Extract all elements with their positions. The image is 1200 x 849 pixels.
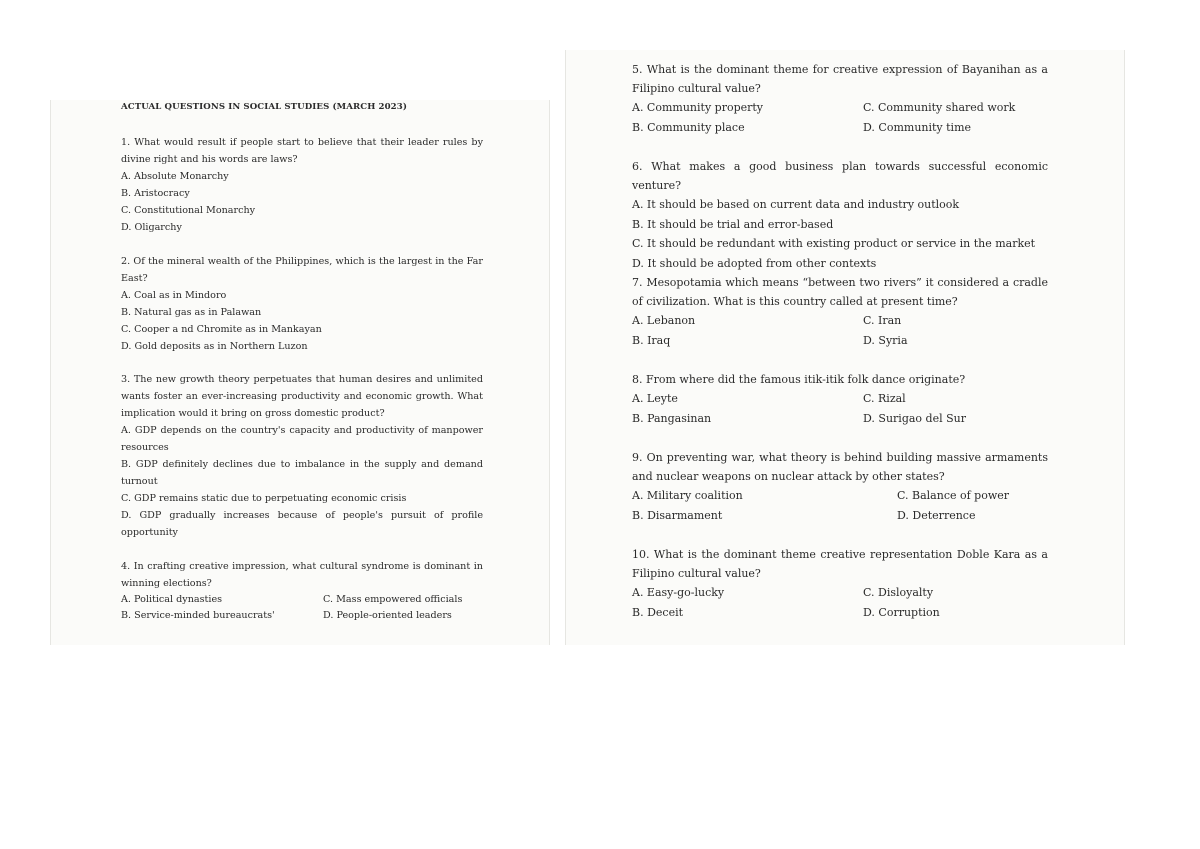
option-c: C. Balance of power — [897, 489, 1010, 502]
options-list — [632, 195, 1048, 273]
options-grid — [632, 486, 1048, 525]
question-2 — [121, 253, 483, 355]
question-text: 5. What is the dominant theme for creative expression of Bayanihan as a Filipino cultural value? — [632, 63, 1048, 95]
question-text: 1. What would result if people start to believe that their leader rules by divine right and his words are laws? — [121, 137, 483, 165]
option-a: A. Military coalition — [632, 489, 743, 502]
question-6 — [632, 157, 1048, 273]
option-c: C. Iran — [863, 314, 902, 327]
option-d: D. People-oriented leaders — [323, 610, 452, 621]
options-list — [121, 422, 483, 541]
options-grid — [632, 389, 1048, 428]
option-b: B. It should be trial and error-based — [632, 217, 834, 231]
option-d: D. Deterrence — [897, 508, 976, 522]
option-b: B. Community place — [632, 120, 745, 134]
options-grid — [121, 592, 483, 624]
option-b: B. GDP definitely declines due to imbalance in the supply and demand turnout — [121, 459, 483, 487]
option-b: B. Iraq — [632, 333, 671, 347]
question-text: 2. Of the mineral wealth of the Philippines, which is the largest in the Far East? — [121, 256, 483, 284]
question-text: 7. Mesopotamia which means “between two rivers” it considered a cradle of civilization. What is this country called at present time? — [632, 276, 1048, 308]
option-c: C. Mass empowered officials — [323, 594, 463, 605]
options-list — [121, 168, 483, 236]
left-page — [50, 100, 550, 645]
option-d: D. Oligarchy — [121, 222, 182, 233]
option-b: B. Disarmament — [632, 508, 723, 522]
option-b: B. Deceit — [632, 605, 684, 619]
option-b: B. Service-minded bureaucrats' — [121, 610, 275, 621]
option-d: D. GDP gradually increases because of people's pursuit of profile opportunity — [121, 510, 483, 538]
option-d: D. It should be adopted from other contexts — [632, 256, 877, 270]
question-3 — [121, 371, 483, 541]
option-b: B. Aristocracy — [121, 188, 190, 199]
question-10 — [632, 545, 1048, 622]
option-c: C. Constitutional Monarchy — [121, 205, 256, 216]
options-grid — [632, 98, 1048, 137]
question-7 — [632, 273, 1048, 350]
question-text: 10. What is the dominant theme creative representation Doble Kara as a Filipino cultural value? — [632, 548, 1048, 580]
option-a: A. Leyte — [632, 392, 678, 405]
option-c: C. Cooper a nd Chromite as in Mankayan — [121, 324, 322, 335]
options-grid — [632, 583, 1048, 622]
option-c: C. It should be redundant with existing product or service in the market — [632, 237, 1036, 250]
document-title: ACTUAL QUESTIONS IN SOCIAL STUDIES (MARCH 2023) — [121, 102, 407, 112]
question-4 — [121, 558, 483, 624]
question-text: 8. From where did the famous itik-itik folk dance originate? — [632, 373, 966, 386]
option-d: D. Corruption — [863, 605, 940, 619]
question-text: 6. What makes a good business plan towards successful economic venture? — [632, 160, 1048, 192]
option-b: B. Natural gas as in Palawan — [121, 307, 262, 318]
options-list — [121, 287, 483, 355]
option-a: A. Lebanon — [632, 314, 696, 327]
option-c: C. Disloyalty — [863, 586, 934, 599]
question-text: 4. In crafting creative impression, what cultural syndrome is dominant in winning elections? — [121, 561, 483, 589]
option-d: D. Surigao del Sur — [863, 411, 966, 425]
right-page — [565, 50, 1125, 645]
question-8 — [632, 370, 1048, 428]
question-1 — [121, 134, 483, 236]
option-a: A. Political dynasties — [121, 594, 223, 605]
option-a: A. Absolute Monarchy — [121, 171, 229, 182]
option-a: A. Coal as in Mindoro — [121, 290, 227, 301]
question-text: 9. On preventing war, what theory is behind building massive armaments and nuclear weapons on nuclear attack by other states? — [632, 451, 1048, 483]
option-a: A. Easy-go-lucky — [632, 586, 725, 599]
question-text: 3. The new growth theory perpetuates that human desires and unlimited wants foster an ever-increasing productivity and economic growth. What implication would it bring on gross domestic product? — [121, 374, 483, 419]
options-grid — [632, 311, 1048, 350]
option-d: D. Community time — [863, 120, 972, 134]
option-d: D. Syria — [863, 333, 908, 347]
option-c: C. Community shared work — [863, 101, 1016, 114]
option-a: A. It should be based on current data and industry outlook — [632, 198, 960, 211]
option-b: B. Pangasinan — [632, 411, 712, 425]
question-5 — [632, 60, 1048, 137]
option-c: C. Rizal — [863, 392, 906, 405]
option-a: A. GDP depends on the country's capacity and productivity of manpower resources — [121, 425, 483, 453]
option-d: D. Gold deposits as in Northern Luzon — [121, 341, 308, 352]
option-a: A. Community property — [632, 101, 764, 114]
question-9 — [632, 448, 1048, 525]
option-c: C. GDP remains static due to perpetuating economic crisis — [121, 493, 407, 504]
